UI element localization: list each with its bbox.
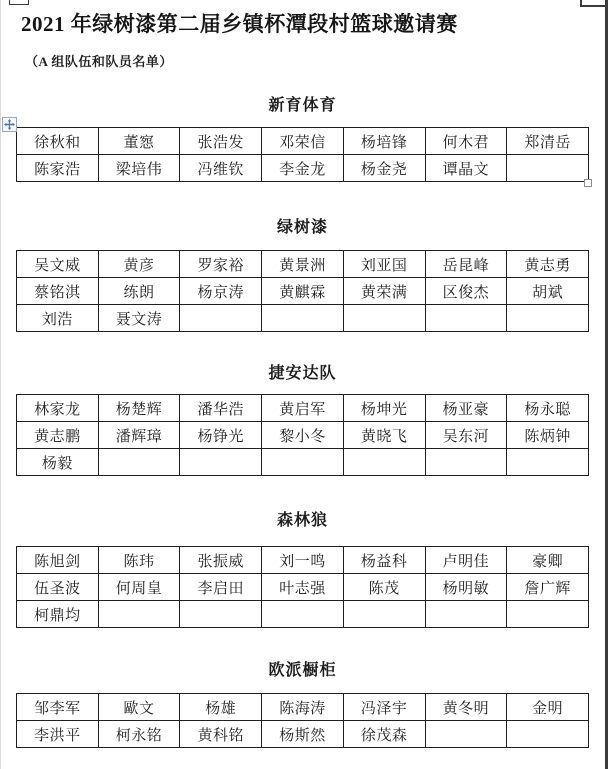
player-cell: 杨斯然 bbox=[262, 721, 344, 748]
table-row bbox=[17, 395, 589, 422]
player-cell: 歐文 bbox=[98, 694, 180, 721]
player-cell: 陈海涛 bbox=[262, 694, 344, 721]
player-cell bbox=[507, 721, 589, 748]
player-cell bbox=[98, 449, 180, 476]
player-cell bbox=[425, 721, 507, 748]
player-cell: 黄志勇 bbox=[507, 251, 589, 278]
top-right-border-fragment bbox=[580, 0, 607, 7]
player-cell: 詹广辉 bbox=[507, 574, 589, 601]
player-cell: 郑清岳 bbox=[507, 128, 589, 155]
player-cell: 冯维钦 bbox=[180, 155, 262, 182]
player-cell: 杨亚豪 bbox=[425, 395, 507, 422]
player-cell: 黄景洲 bbox=[262, 251, 344, 278]
player-cell bbox=[262, 601, 344, 628]
player-cell: 梁培伟 bbox=[98, 155, 180, 182]
team-name: 绿树漆 bbox=[276, 219, 328, 236]
player-cell: 蔡铭淇 bbox=[17, 278, 99, 305]
player-cell: 李洪平 bbox=[17, 721, 99, 748]
player-cell: 黄冬明 bbox=[425, 694, 507, 721]
player-cell: 何周皇 bbox=[98, 574, 180, 601]
player-cell: 杨益科 bbox=[343, 547, 425, 574]
player-cell bbox=[507, 449, 589, 476]
player-cell: 黄科铭 bbox=[180, 721, 262, 748]
table-row bbox=[17, 721, 589, 748]
player-cell: 金明 bbox=[507, 694, 589, 721]
player-cell: 杨金尧 bbox=[343, 155, 425, 182]
player-cell bbox=[180, 601, 262, 628]
team-roster-table bbox=[16, 693, 589, 748]
player-cell: 何木君 bbox=[425, 128, 507, 155]
player-cell: 徐茂森 bbox=[343, 721, 425, 748]
player-cell: 李启田 bbox=[180, 574, 262, 601]
player-cell: 练朗 bbox=[98, 278, 180, 305]
player-cell: 岳昆峰 bbox=[425, 251, 507, 278]
right-page-edge-line bbox=[605, 0, 608, 769]
player-cell: 伍圣波 bbox=[17, 574, 99, 601]
player-cell bbox=[262, 305, 344, 332]
player-cell bbox=[507, 305, 589, 332]
table-row bbox=[17, 601, 589, 628]
player-cell: 杨培锋 bbox=[343, 128, 425, 155]
page-subtitle: （A 组队伍和队员名单） bbox=[25, 54, 173, 69]
player-cell: 黄晓飞 bbox=[343, 422, 425, 449]
player-cell: 杨毅 bbox=[17, 449, 99, 476]
player-cell: 陈玮 bbox=[98, 547, 180, 574]
team-name: 新育体育 bbox=[268, 97, 337, 114]
team-roster-table bbox=[16, 250, 589, 332]
player-cell bbox=[98, 601, 180, 628]
move-cross-icon bbox=[4, 119, 15, 130]
table-row bbox=[17, 251, 589, 278]
player-cell: 区俊杰 bbox=[425, 278, 507, 305]
table-resize-handle[interactable] bbox=[584, 179, 592, 187]
player-cell: 杨坤光 bbox=[343, 395, 425, 422]
player-cell: 柯鼎均 bbox=[17, 601, 99, 628]
player-cell: 黎小冬 bbox=[262, 422, 344, 449]
table-row bbox=[17, 449, 589, 476]
table-row bbox=[17, 128, 589, 155]
team-roster-table bbox=[16, 127, 589, 182]
player-cell: 黄启军 bbox=[262, 395, 344, 422]
player-cell: 杨铮光 bbox=[180, 422, 262, 449]
player-cell: 杨永聪 bbox=[507, 395, 589, 422]
player-cell: 李金龙 bbox=[262, 155, 344, 182]
player-cell: 陈旭剑 bbox=[17, 547, 99, 574]
player-cell bbox=[343, 305, 425, 332]
player-cell: 张浩发 bbox=[180, 128, 262, 155]
player-cell bbox=[180, 449, 262, 476]
top-left-border-fragment bbox=[9, 0, 29, 5]
player-cell: 黄荣满 bbox=[343, 278, 425, 305]
player-cell: 徐秋和 bbox=[17, 128, 99, 155]
player-cell: 刘亚国 bbox=[343, 251, 425, 278]
table-row bbox=[17, 278, 589, 305]
player-cell: 黄彦 bbox=[98, 251, 180, 278]
player-cell bbox=[425, 449, 507, 476]
player-cell: 陈炳钟 bbox=[507, 422, 589, 449]
player-cell bbox=[343, 601, 425, 628]
player-cell: 张振威 bbox=[180, 547, 262, 574]
player-cell: 陈家浩 bbox=[17, 155, 99, 182]
player-cell: 潘华浩 bbox=[180, 395, 262, 422]
page-title: 2021 年绿树漆第二届乡镇杯潭段村篮球邀请赛 bbox=[21, 12, 458, 36]
team-roster-table bbox=[16, 394, 589, 476]
table-row bbox=[17, 694, 589, 721]
player-cell: 刘浩 bbox=[17, 305, 99, 332]
player-cell: 黄志鹏 bbox=[17, 422, 99, 449]
table-row bbox=[17, 422, 589, 449]
table-row bbox=[17, 155, 589, 182]
player-cell: 吴文威 bbox=[17, 251, 99, 278]
player-cell: 杨京涛 bbox=[180, 278, 262, 305]
player-cell: 罗家裕 bbox=[180, 251, 262, 278]
player-cell: 聂文涛 bbox=[98, 305, 180, 332]
table-move-handle-icon[interactable] bbox=[2, 117, 17, 132]
team-name: 森林狼 bbox=[276, 512, 328, 529]
player-cell: 陈茂 bbox=[343, 574, 425, 601]
table-row bbox=[17, 547, 589, 574]
table-row bbox=[17, 305, 589, 332]
player-cell bbox=[425, 601, 507, 628]
player-cell: 柯永铭 bbox=[98, 721, 180, 748]
player-cell: 卢明佳 bbox=[425, 547, 507, 574]
player-cell: 叶志强 bbox=[262, 574, 344, 601]
team-name: 捷安达队 bbox=[268, 365, 337, 382]
player-cell bbox=[507, 155, 589, 182]
player-cell bbox=[425, 305, 507, 332]
player-cell bbox=[262, 449, 344, 476]
team-name: 欧派橱柜 bbox=[268, 662, 337, 679]
player-cell: 潘辉璋 bbox=[98, 422, 180, 449]
player-cell: 谭晶文 bbox=[425, 155, 507, 182]
player-cell: 刘一鸣 bbox=[262, 547, 344, 574]
player-cell: 冯泽宇 bbox=[343, 694, 425, 721]
player-cell bbox=[343, 449, 425, 476]
player-cell: 豪卿 bbox=[507, 547, 589, 574]
player-cell: 杨明敏 bbox=[425, 574, 507, 601]
player-cell: 黄麒霖 bbox=[262, 278, 344, 305]
table-row bbox=[17, 574, 589, 601]
player-cell: 邹李军 bbox=[17, 694, 99, 721]
player-cell bbox=[507, 601, 589, 628]
player-cell: 董惌 bbox=[98, 128, 180, 155]
player-cell: 林家龙 bbox=[17, 395, 99, 422]
player-cell: 杨雄 bbox=[180, 694, 262, 721]
player-cell: 邓荣信 bbox=[262, 128, 344, 155]
player-cell: 杨楚辉 bbox=[98, 395, 180, 422]
player-cell: 胡斌 bbox=[507, 278, 589, 305]
player-cell: 吴东河 bbox=[425, 422, 507, 449]
player-cell bbox=[180, 305, 262, 332]
left-page-edge-line bbox=[0, 0, 1, 769]
team-roster-table bbox=[16, 546, 589, 628]
